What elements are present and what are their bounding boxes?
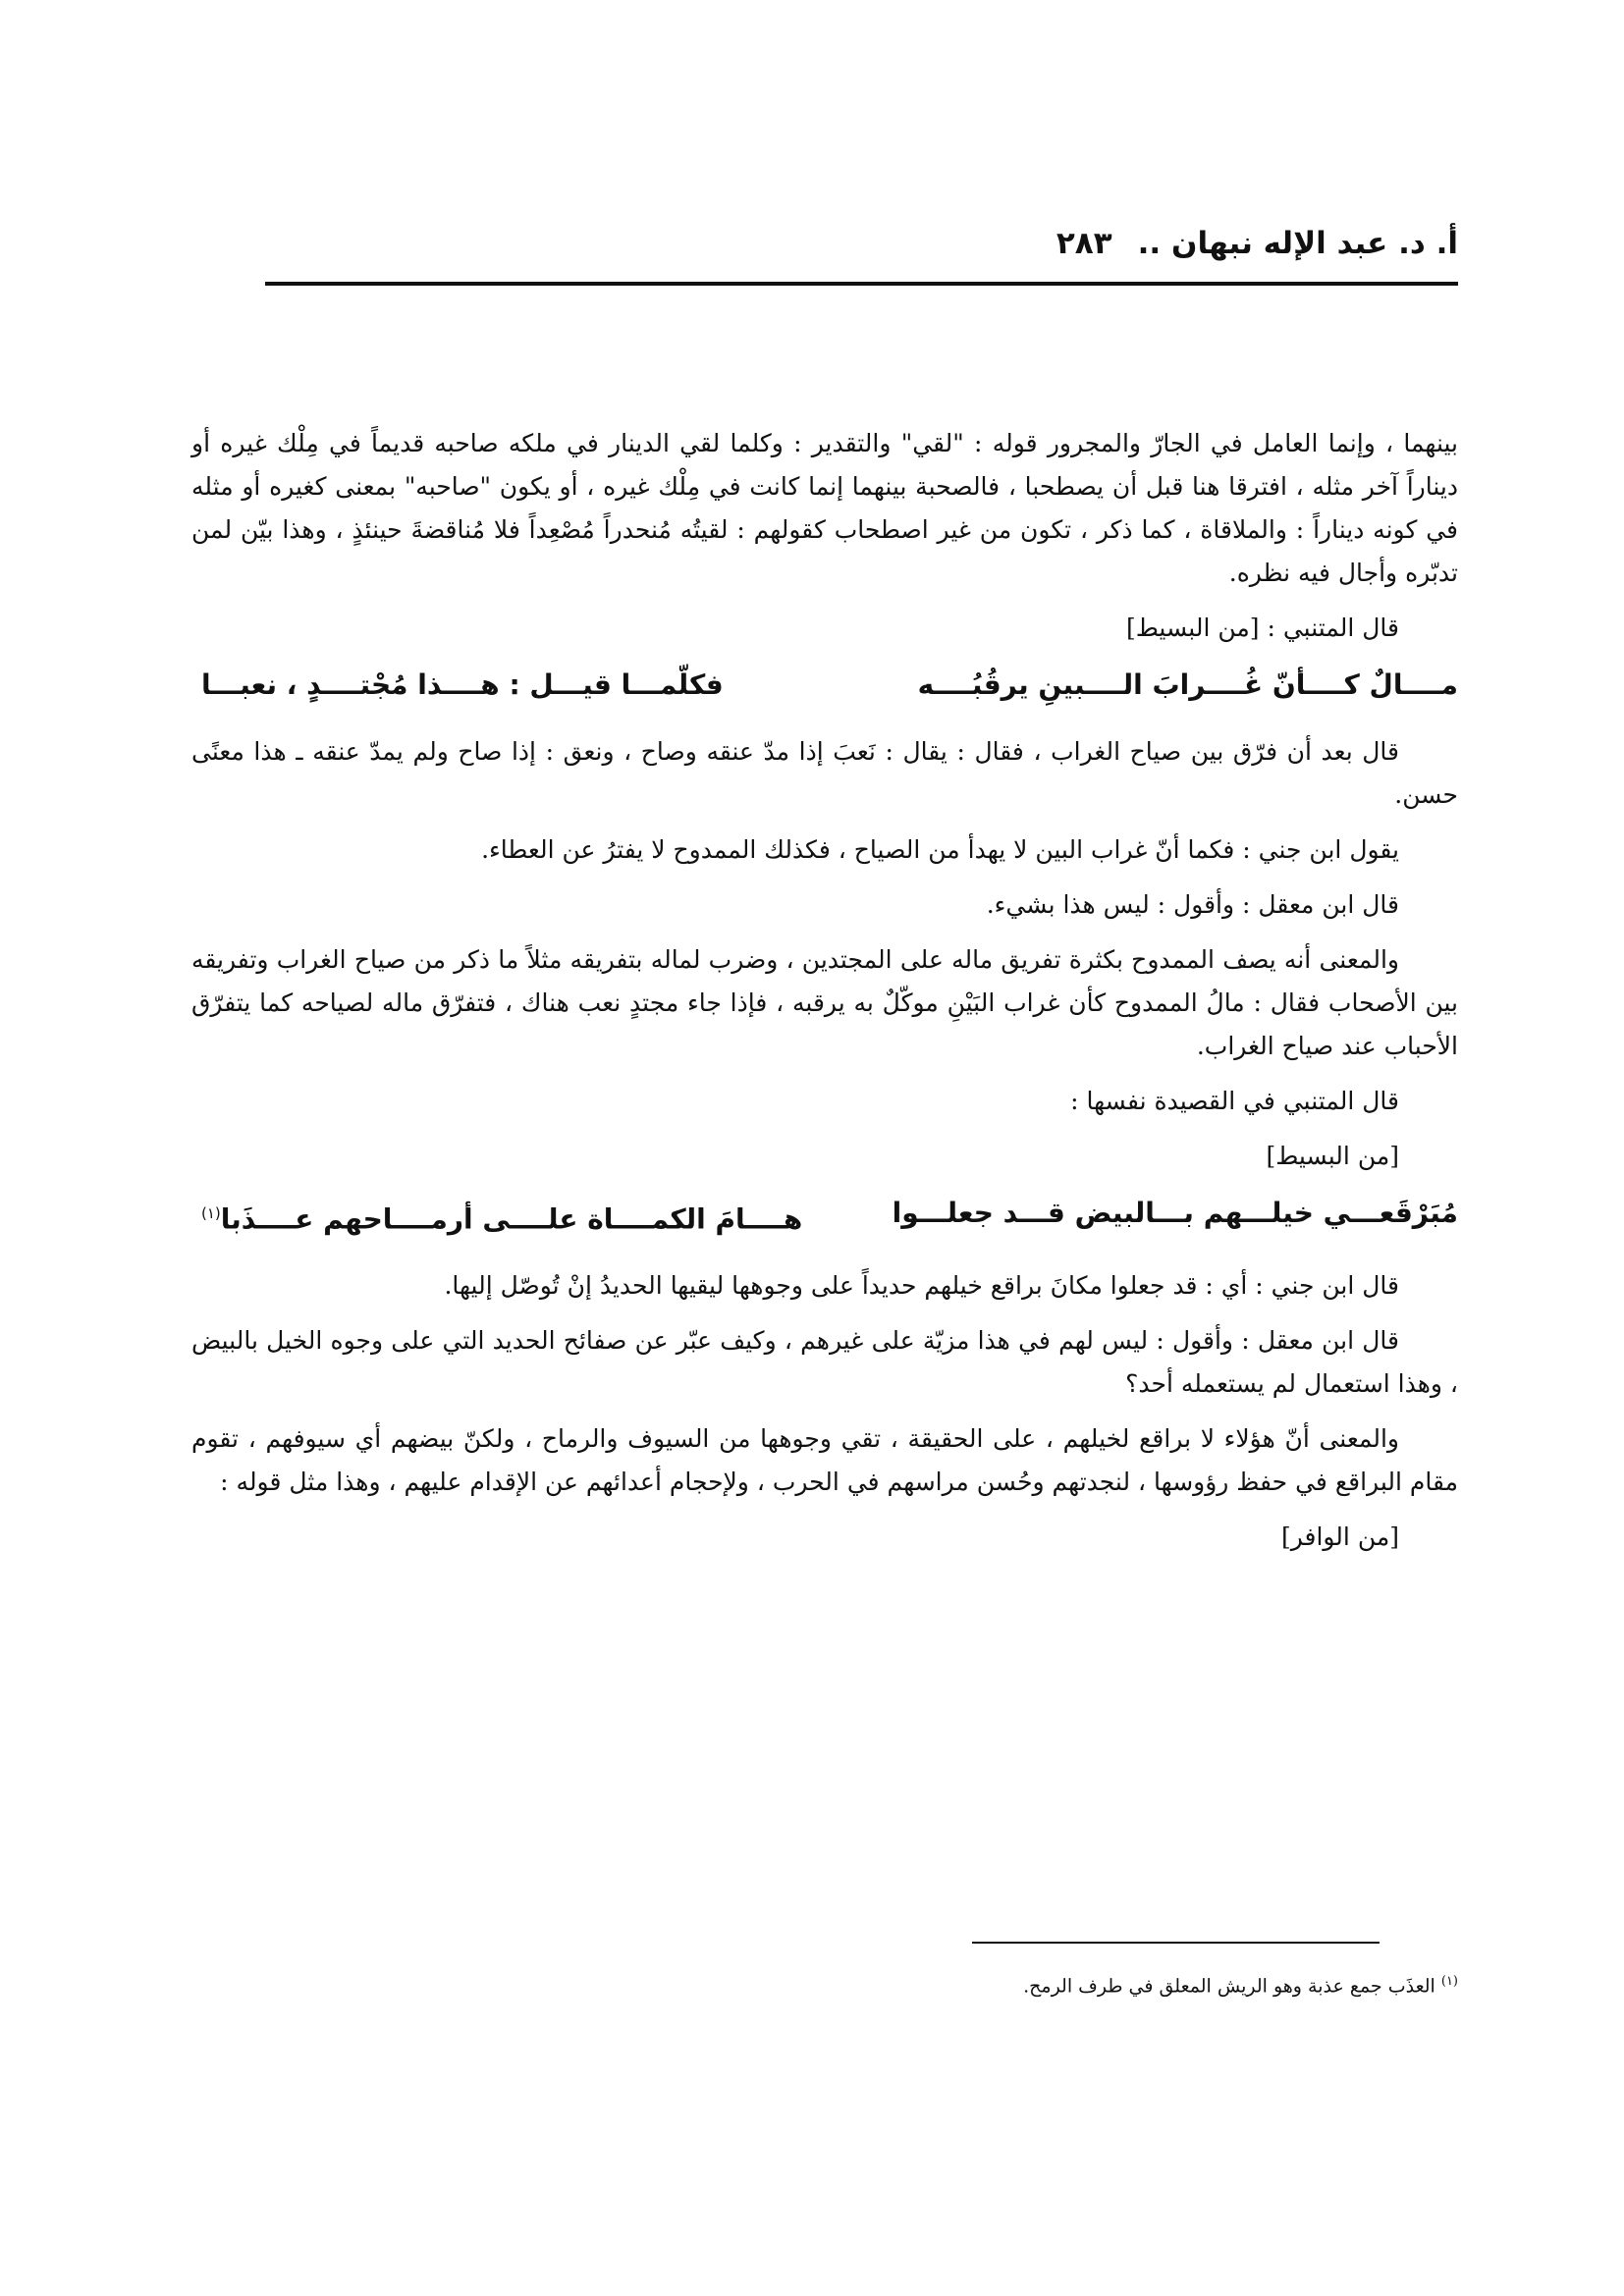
verse-2-second-text: هــــامَ الكمــــاة علــــى أرمــــاحهم عــــذَبا (220, 1202, 803, 1236)
paragraph-9: والمعنى أنّ هؤلاء لا براقع لخيلهم ، على الحقيقة ، تقي وجوهها من السيوف والرماح ، ولكنّ بيضهم أي سيوفهم ، تقوم مقام البراقع في حفظ رؤوسها ، لنجدتهم وحُسن مراسهم في الحرب ، ولإحجام أعدائهم عن الإقدام عليهم ، وهذا مثل قوله : (191, 1424, 1458, 1497)
meter-label-2: [من البسيط] (1266, 1142, 1399, 1170)
document-page (191, 0, 1458, 2296)
footnotes (191, 1942, 1458, 2019)
verse-2-first-hemistich: مُبَرْقَعـــي خيلـــهم بـــالبيض قـــد جعلـــوا (892, 1197, 1458, 1229)
paragraph-4: قال ابن معقل : وأقول : ليس هذا بشيء. (986, 890, 1399, 919)
header-divider (265, 282, 1458, 286)
meter-label-1: قال المتنبي : [من البسيط] (1125, 614, 1399, 642)
footnote-reference: (١) (201, 1204, 221, 1222)
verse-2-second-hemistich (201, 1190, 802, 1243)
verse-1-second-hemistich: فكلّمـــا قيـــل : هــــذا مُجْتــــدٍ ، نعبـــا (201, 668, 724, 701)
running-header (191, 214, 1458, 273)
paragraph-8: قال ابن معقل : وأقول : ليس لهم في هذا مزيّة على غيرهم ، وكيف عبّر عن صفائح الحديد التي على وجوه الخيل بالبيض ، وهذا استعمال لم يستعمله أحد؟ (191, 1326, 1458, 1399)
footnote-marker: (١) (1440, 1974, 1458, 1989)
paragraph-2: قال بعد أن فرّق بين صياح الغراب ، فقال : يقال : نَعبَ إذا مدّ عنقه وصاح ، ونعق : إذا صاح ولم يمدّ عنقه ـ هذا معنًى حسن. (191, 737, 1458, 809)
verse-2 (191, 1190, 1458, 1243)
paragraph-7: قال ابن جني : أي : قد جعلوا مكانَ براقع خيلهم حديداً على وجوهها ليقيها الحديدُ إنْ تُوصّل إليها. (444, 1271, 1399, 1301)
footnote-1 (191, 1967, 1458, 2001)
main-text (191, 422, 1458, 1571)
footnote-divider (972, 1942, 1380, 1944)
author-name: أ. د. عبد الإله نبهان .. (1137, 226, 1458, 261)
paragraph-5: والمعنى أنه يصف الممدوح بكثرة تفريق ماله على المجتدين ، وضرب لماله بتفريقه مثلاً ما ذكر من صياح الغراب وتفريقه بين الأصحاب فقال : مالُ الممدوح كأن غراب البَيْنِ موكّلٌ به يرقبه ، فإذا جاء مجتدٍ نعب هناك ، فتفرّق ماله لصياحه كما يتفرّق الأحباب عند صياح الغراب. (191, 945, 1458, 1060)
verse-1 (191, 662, 1458, 709)
paragraph-1: بينهما ، وإنما العامل في الجارّ والمجرور قوله : "لقي" والتقدير : وكلما لقي الدينار في ملكه صاحبه قديماً في مِلْك غيره أو ديناراً آخر مثله ، افترقا هنا قبل أن يصطحبا ، فالصحبة بينهما إنما كانت في مِلْك غيره ، أو يكون "صاحبه" بمعنى كغيره أو مثله في كونه ديناراً : والملاقاة ، كما ذكر ، تكون من غير اصطحاب كقولهم : لقيتُه مُنحدراً مُصْعِداً فلا مُناقضةَ حينئذٍ ، وهذا بيّن لمن تدبّره وأجال فيه نظره. (191, 429, 1458, 587)
footnote-text: العذَب جمع عذبة وهو الريش المعلق في طرف الرمح. (1023, 1975, 1435, 1998)
meter-label-3: [من الوافر] (1280, 1522, 1399, 1552)
verse-1-first-hemistich: مــــالٌ كــــأنّ غُــــرابَ الــــبينِ يرقُبُــــه (917, 668, 1458, 701)
paragraph-3: يقول ابن جني : فكما أنّ غراب البين لا يهدأ من الصياح ، فكذلك الممدوح لا يفترُ عن العطاء. (481, 835, 1399, 864)
page-number: ٢٨٣ (1056, 226, 1112, 261)
paragraph-6: قال المتنبي في القصيدة نفسها : (1070, 1087, 1399, 1115)
